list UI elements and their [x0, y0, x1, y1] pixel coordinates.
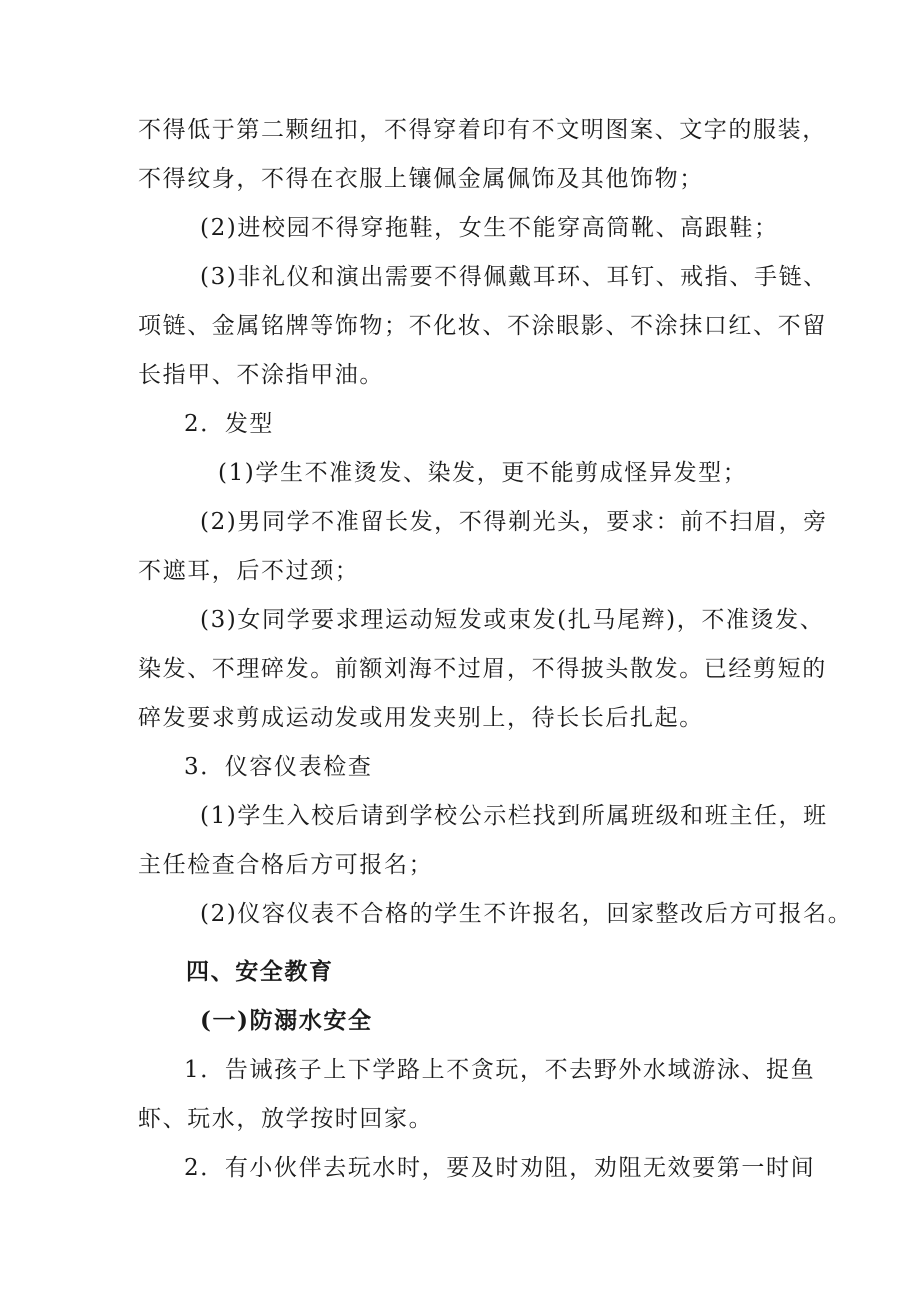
list-item-line: (1)学生入校后请到学校公示栏找到所属班级和班主任，班: [200, 803, 828, 829]
paragraph-line: 染发、不理碎发。前额刘海不过眉，不得披头散发。已经剪短的: [138, 656, 827, 682]
paragraph-line: 不得低于第二颗纽扣，不得穿着印有不文明图案、文字的服装，: [138, 117, 827, 143]
section-heading: 3．仪容仪表检查: [184, 754, 373, 780]
paragraph-line: 虾、玩水，放学按时回家。: [138, 1106, 434, 1132]
chapter-heading: 四、安全教育: [186, 958, 334, 985]
list-item-line: (2)男同学不准留长发，不得剃光头，要求：前不扫眉，旁: [200, 509, 828, 535]
list-item-line: 1．告诫孩子上下学路上不贪玩，不去野外水域游泳、捉鱼: [184, 1057, 816, 1083]
paragraph-line: 主任检查合格后方可报名；: [138, 852, 434, 878]
subsection-heading: (一)防溺水安全: [200, 1007, 373, 1034]
list-item-line: (1)学生不准烫发、染发，更不能剪成怪异发型；: [218, 460, 748, 486]
paragraph-line: 不得纹身，不得在衣服上镶佩金属佩饰及其他饰物；: [138, 166, 704, 192]
paragraph-line: 碎发要求剪成运动发或用发夹别上，待长长后扎起。: [138, 705, 704, 731]
paragraph-line: 长指甲、不涂指甲油。: [138, 362, 384, 388]
list-item-line: (3)女同学要求理运动短发或束发(扎马尾辫)，不准烫发、: [200, 607, 825, 633]
list-item-line: 2．有小伙伴去玩水时，要及时劝阻，劝阻无效要第一时间: [184, 1155, 816, 1181]
list-item-line: (3)非礼仪和演出需要不得佩戴耳环、耳钉、戒指、手链、: [200, 264, 828, 290]
section-heading: 2．发型: [184, 411, 275, 437]
list-item-line: (2)仪容仪表不合格的学生不许报名，回家整改后方可报名。: [200, 901, 853, 927]
list-item-line: (2)进校园不得穿拖鞋，女生不能穿高筒靴、高跟鞋；: [200, 215, 779, 241]
paragraph-line: 不遮耳，后不过颈；: [138, 558, 360, 584]
paragraph-line: 项链、金属铭牌等饰物；不化妆、不涂眼影、不涂抹口红、不留: [138, 313, 827, 339]
